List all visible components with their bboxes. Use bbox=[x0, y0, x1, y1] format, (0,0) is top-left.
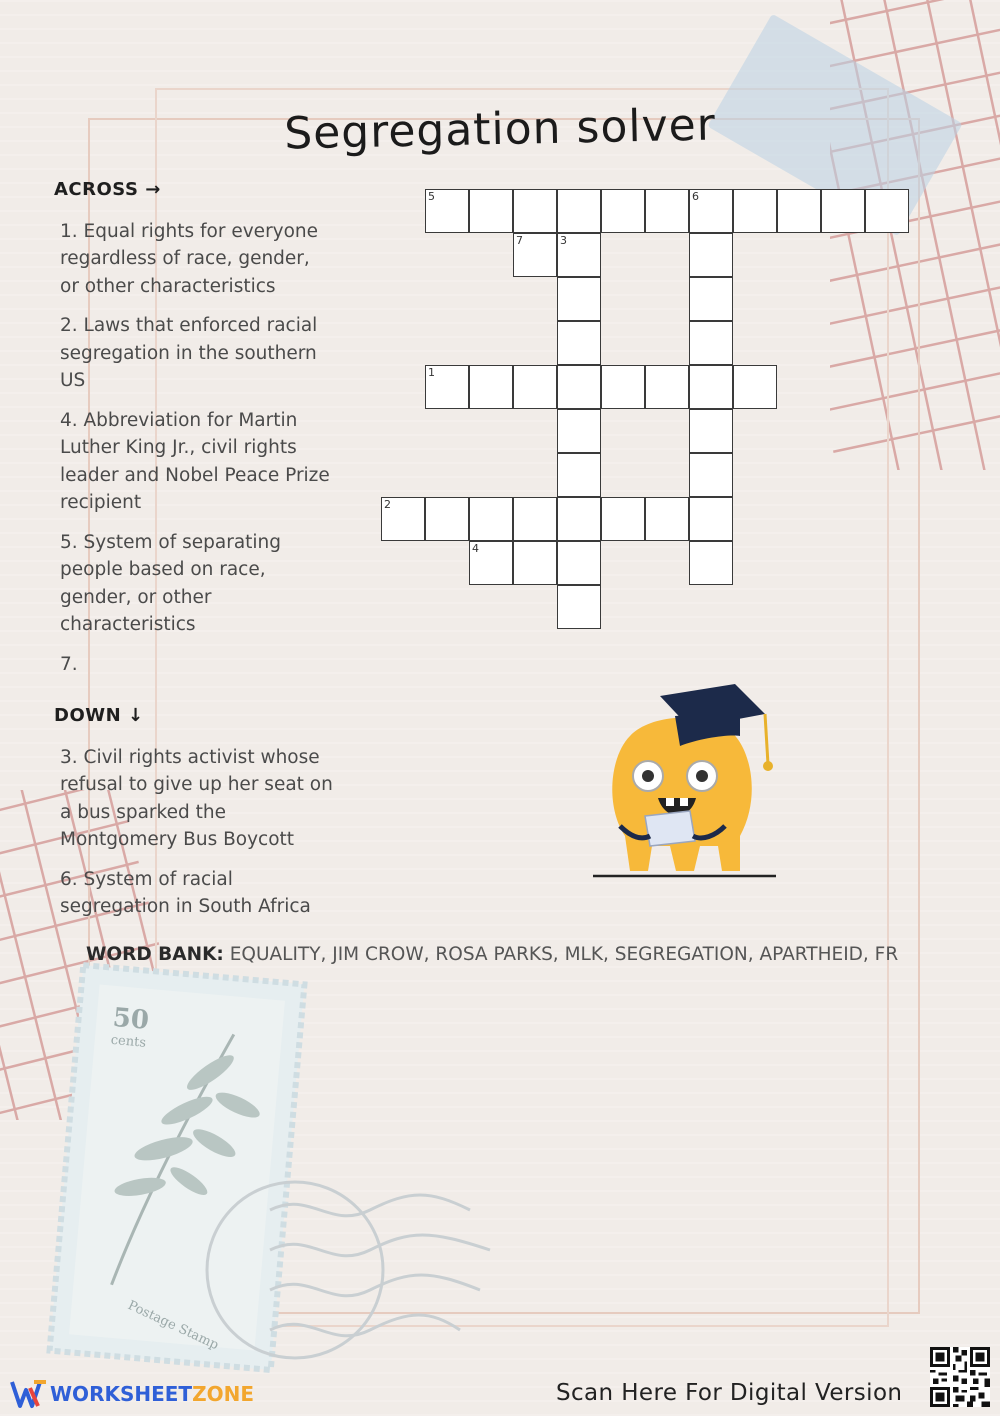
crossword-cell[interactable] bbox=[601, 189, 645, 233]
clues-panel bbox=[54, 176, 334, 933]
clue-number: 4 bbox=[472, 542, 479, 555]
crossword-cell[interactable] bbox=[733, 365, 777, 409]
word-bank bbox=[86, 944, 898, 965]
postage-stamp-illustration bbox=[45, 961, 309, 1375]
crossword-cell[interactable] bbox=[689, 233, 733, 277]
arrow-right-icon: → bbox=[145, 179, 161, 200]
clue-number: 6 bbox=[692, 190, 699, 203]
word-bank-words: EQUALITY, JIM CROW, ROSA PARKS, MLK, SEGREGATION, APARTHEID, FR bbox=[229, 944, 899, 965]
graduate-mascot-illustration bbox=[590, 676, 790, 886]
clue-number: 3 bbox=[560, 234, 567, 247]
crossword-cell[interactable] bbox=[513, 497, 557, 541]
crossword-cell[interactable] bbox=[469, 497, 513, 541]
crossword-cell[interactable] bbox=[557, 189, 601, 233]
crossword-cell[interactable] bbox=[601, 497, 645, 541]
stamp-unit: cents bbox=[110, 1032, 147, 1051]
crossword-cell[interactable] bbox=[557, 321, 601, 365]
crossword-cell[interactable] bbox=[557, 541, 601, 585]
across-heading: ACROSS → bbox=[54, 179, 161, 200]
clue-number: 1 bbox=[428, 366, 435, 379]
down-clue-3: 3. Civil rights activist whose refusal to give up her seat on a bus sparked the Montgomery Bus Boycott bbox=[60, 746, 333, 850]
across-clue-7: 7. bbox=[60, 653, 78, 675]
crossword-cell[interactable] bbox=[557, 409, 601, 453]
crossword-cell[interactable] bbox=[425, 365, 469, 409]
clue-number: 7 bbox=[516, 234, 523, 247]
worksheetzone-logo[interactable] bbox=[10, 1378, 254, 1410]
arrow-down-icon: ↓ bbox=[127, 705, 144, 726]
word-bank-label: WORD BANK: bbox=[86, 944, 224, 965]
crossword-cell[interactable] bbox=[513, 365, 557, 409]
crossword-cell[interactable] bbox=[557, 233, 601, 277]
crossword-cell[interactable] bbox=[557, 497, 601, 541]
crossword-cell[interactable] bbox=[425, 497, 469, 541]
logo-w-icon bbox=[10, 1378, 50, 1410]
crossword-cell[interactable] bbox=[557, 277, 601, 321]
crossword-cell[interactable] bbox=[821, 189, 865, 233]
crossword-cell[interactable] bbox=[689, 541, 733, 585]
crossword-cell[interactable] bbox=[513, 541, 557, 585]
crossword-cell[interactable] bbox=[689, 453, 733, 497]
across-clue-5: 5. System of separating people based on race, gender, or other characteristics bbox=[60, 531, 282, 635]
crossword-cell[interactable] bbox=[469, 541, 513, 585]
down-clue-6: 6. System of racial segregation in South Africa bbox=[60, 868, 311, 917]
brand-word-1: WORKSHEET bbox=[50, 1382, 193, 1406]
page-title: Segregation solver bbox=[283, 99, 717, 160]
crossword-cell[interactable] bbox=[513, 189, 557, 233]
crossword-cell[interactable] bbox=[645, 365, 689, 409]
stamp-value: 50 bbox=[111, 1002, 151, 1036]
crossword-cell[interactable] bbox=[689, 365, 733, 409]
crossword-cell[interactable] bbox=[689, 497, 733, 541]
crossword-cell[interactable] bbox=[601, 365, 645, 409]
crossword-cell[interactable] bbox=[865, 189, 909, 233]
crossword-cell[interactable] bbox=[645, 189, 689, 233]
crossword-cell[interactable] bbox=[777, 189, 821, 233]
scan-text: Scan Here For Digital Version bbox=[556, 1380, 903, 1406]
crossword-cell[interactable] bbox=[469, 189, 513, 233]
crossword-cell[interactable] bbox=[689, 321, 733, 365]
crossword-cell[interactable] bbox=[733, 189, 777, 233]
down-heading: DOWN ↓ bbox=[54, 705, 144, 726]
crossword-cell[interactable] bbox=[557, 365, 601, 409]
crossword-cell[interactable] bbox=[557, 585, 601, 629]
across-clue-4: 4. Abbreviation for Martin Luther King Jr., civil rights leader and Nobel Peace Prize recipient bbox=[60, 409, 330, 513]
crossword-cell[interactable] bbox=[689, 189, 733, 233]
across-clue-1: 1. Equal rights for everyone regardless of race, gender, or other characteristics bbox=[60, 220, 319, 297]
brand-word-2: ZONE bbox=[192, 1382, 254, 1406]
across-clue-2: 2. Laws that enforced racial segregation in the southern US bbox=[60, 315, 318, 391]
clue-number: 5 bbox=[428, 190, 435, 203]
crossword-cell[interactable] bbox=[425, 189, 469, 233]
clue-number: 2 bbox=[384, 498, 391, 511]
crossword-cell[interactable] bbox=[469, 365, 513, 409]
crossword-cell[interactable] bbox=[645, 497, 689, 541]
crossword-cell[interactable] bbox=[689, 409, 733, 453]
stamp-caption: Postage Stamp bbox=[125, 1298, 221, 1354]
crossword-cell[interactable] bbox=[513, 233, 557, 277]
crossword-cell[interactable] bbox=[557, 453, 601, 497]
crossword-cell[interactable] bbox=[381, 497, 425, 541]
qr-code-icon[interactable] bbox=[930, 1347, 990, 1407]
crossword-cell[interactable] bbox=[689, 277, 733, 321]
